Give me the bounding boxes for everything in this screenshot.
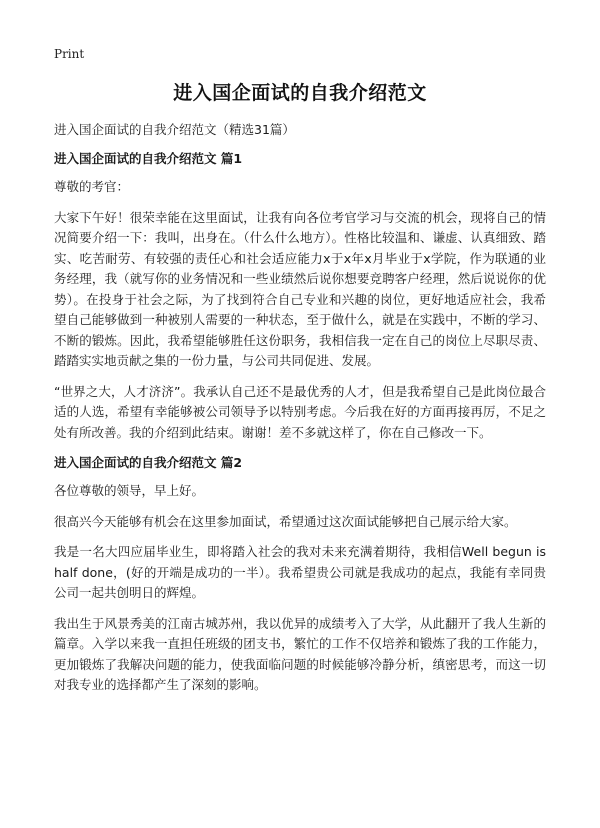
section-heading: 进入国企面试的自我介绍范文 篇1 [54, 151, 243, 166]
page-title: 进入国企面试的自我介绍范文 [173, 82, 427, 104]
greeting-paragraph: 尊敬的考官： [54, 179, 130, 194]
section-heading: 进入国企面试的自我介绍范文 篇2 [54, 455, 243, 470]
print-link[interactable]: Print [54, 47, 85, 61]
section-1 [54, 149, 546, 443]
section-2 [54, 453, 546, 696]
body-paragraph: 大家下午好！很荣幸能在这里面试，让我有向各位考官学习与交流的机会，现将自己的情况简要介绍一下：我叫，出身在。（什么什么地方）。性格比较温和、谦虚、认真细致、踏实、吃苦耐劳、有较强的责任心和社会适应能力x于x年x月毕业于x学院，作为联通的业务经理，我（就写你的业务情况和一些业绩然后说你想要竞聘客户经理，然后说说你的优势）。在投身于社会之际，为了找到符合自己专业和兴趣的岗位，更好地适应社会，我希望自己能够做到一种被别人需要的一种状态，至于做什么，就是在实践中，不断的学习、不断的锻炼。因此，我希望能够胜任这份职务，我相信我一定在自己的岗位上尽职尽责、踏踏实实地贡献之集的一份力量，与公司共同促进、发展。 [54, 209, 546, 368]
document-subtitle: 进入国企面试的自我介绍范文（精选31篇） [54, 122, 295, 137]
document-body [54, 120, 546, 706]
greeting-paragraph: 各位尊敬的领导，早上好。 [54, 483, 205, 498]
body-paragraph: 我是一名大四应届毕业生，即将踏入社会的我对未来充满着期待，我相信Well begun is half done，(好的开端是成功的一半）。我希望贵公司就是我成功的起点，我能有幸同贵公司一起共创明日的辉煌。 [54, 544, 546, 600]
body-paragraph: 我出生于风景秀美的江南古城苏州，我以优异的成绩考入了大学，从此翻开了我人生新的篇章。入学以来我一直担任班级的团支书，繁忙的工作不仅培养和锻炼了我的工作能力，更加锻炼了我解决问题的能力，使我面临问题的时候能够冷静分析，缜密思考，而这一切对我专业的选择都产生了深刻的影响。 [54, 615, 546, 692]
body-paragraph: 很高兴今天能够有机会在这里参加面试，希望通过这次面试能够把自己展示给大家。 [54, 513, 517, 529]
body-paragraph: “世界之大，人才济济”。我承认自己还不是最优秀的人才，但是我希望自己是此岗位最合适的人选，希望有幸能够被公司领导予以特别考虑。今后我在好的方面再接再厉，不足之处有所改善。我的介绍到此结束。谢谢！差不多就这样了，你在自己修改一下。 [54, 383, 546, 440]
